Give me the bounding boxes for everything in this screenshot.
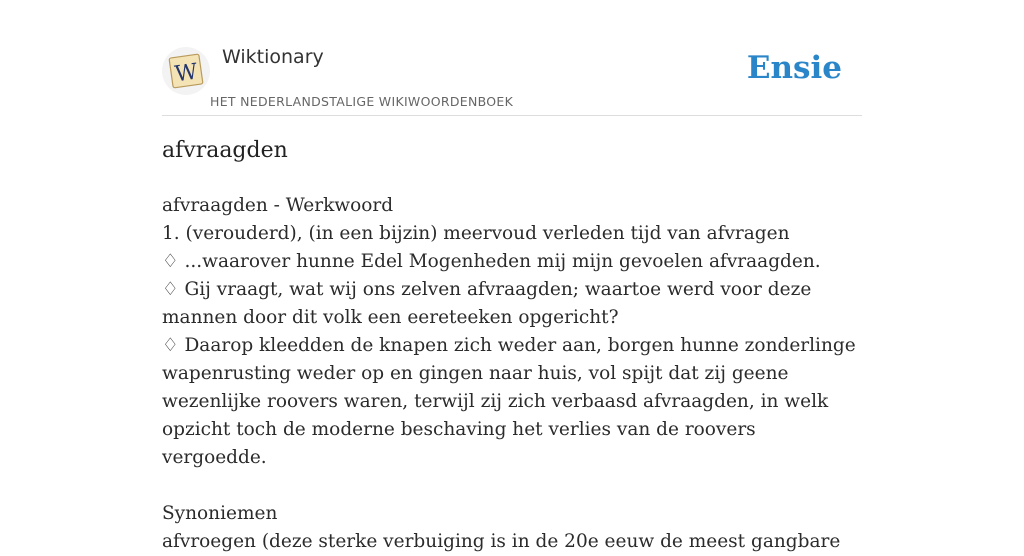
wiktionary-logo-icon[interactable] [162, 47, 210, 95]
synonyms-text: afvroegen (deze sterke verbuiging is in de 20e eeuw de meest gangbare [162, 531, 841, 552]
synonyms-heading: Synoniemen [162, 503, 278, 524]
header-divider [162, 115, 862, 116]
page-title: afvraagden [162, 138, 288, 163]
entry-content [162, 192, 862, 556]
site-name[interactable]: Wiktionary [222, 46, 324, 68]
spacer [162, 472, 862, 500]
site-tagline: HET NEDERLANDSTALIGE WIKIWOORDENBOEK [210, 94, 514, 109]
definition-heading: afvraagden - Werkwoord [162, 195, 394, 216]
ensie-brand-link[interactable]: Ensie [746, 50, 842, 86]
wiktionary-tile-icon [162, 47, 210, 95]
svg-text:W: W [173, 59, 200, 88]
definition-line: 1. (verouderd), (in een bijzin) meervoud verleden tijd van afvragen [162, 223, 790, 244]
example-line: ♢ ...waarover hunne Edel Mogenheden mij mijn gevoelen afvraagden. [162, 251, 821, 272]
example-line: ♢ Gij vraagt, wat wij ons zelven afvraagden; waartoe werd voor deze mannen door dit volk een eereteeken opgericht? [162, 279, 812, 328]
example-line: ♢ Daarop kleedden de knapen zich weder aan, borgen hunne zonderlinge wapenrusting weder op en gingen naar huis, vol spijt dat zij geene wezenlijke roovers waren, terwijl zij zich verbaasd afvraagden, in welk opzicht toch de moderne beschaving het verlies van de roovers vergoedde. [162, 335, 856, 468]
page [162, 0, 862, 552]
